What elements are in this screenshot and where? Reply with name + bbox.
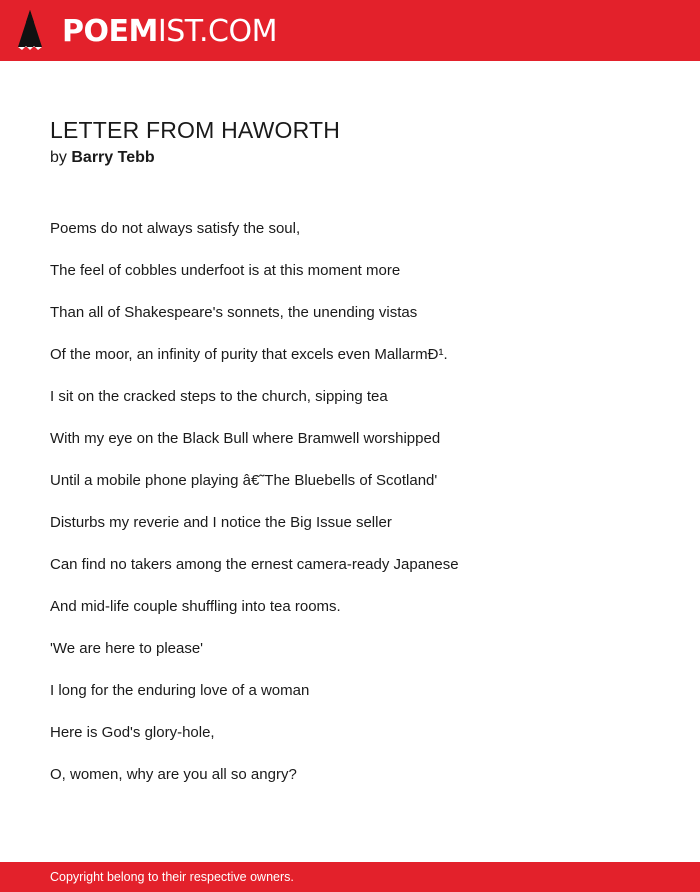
poem-line: Until a mobile phone playing â€˜The Bluebells of Scotland' <box>50 472 438 489</box>
pencil-tip-icon[interactable] <box>17 9 43 51</box>
poem-byline <box>50 149 155 167</box>
site-footer <box>0 862 700 892</box>
poem-line: 'We are here to please' <box>50 640 204 657</box>
poem-line: I sit on the cracked steps to the church, sipping tea <box>50 388 388 405</box>
poem-line: I long for the enduring love of a woman <box>50 682 310 699</box>
poem-line: Disturbs my reverie and I notice the Big Issue seller <box>50 514 392 531</box>
by-label: by <box>50 149 67 166</box>
logo-light-text: IST.COM <box>157 13 277 49</box>
copyright-notice: Copyright belong to their respective owners. <box>50 870 294 884</box>
poem-line: Poems do not always satisfy the soul, <box>50 220 301 237</box>
logo-bold-text: POEM <box>62 13 158 49</box>
poem-line: Of the moor, an infinity of purity that excels even MallarmÐ¹. <box>50 346 448 363</box>
poem-line: With my eye on the Black Bull where Bramwell worshipped <box>50 430 441 447</box>
poem-line: Than all of Shakespeare's sonnets, the unending vistas <box>50 304 418 321</box>
poem-line: O, women, why are you all so angry? <box>50 766 297 783</box>
poem-line: The feel of cobbles underfoot is at this moment more <box>50 262 401 279</box>
poem-line: Can find no takers among the ernest camera-ready Japanese <box>50 556 459 573</box>
poem-line: And mid-life couple shuffling into tea rooms. <box>50 598 341 615</box>
site-logo[interactable] <box>62 12 277 50</box>
poem-body <box>50 219 670 807</box>
site-header <box>0 0 700 61</box>
poem-title: LETTER FROM HAWORTH <box>50 117 341 143</box>
poem-line: Here is God's glory-hole, <box>50 724 215 741</box>
poem-author: Barry Tebb <box>71 149 155 166</box>
